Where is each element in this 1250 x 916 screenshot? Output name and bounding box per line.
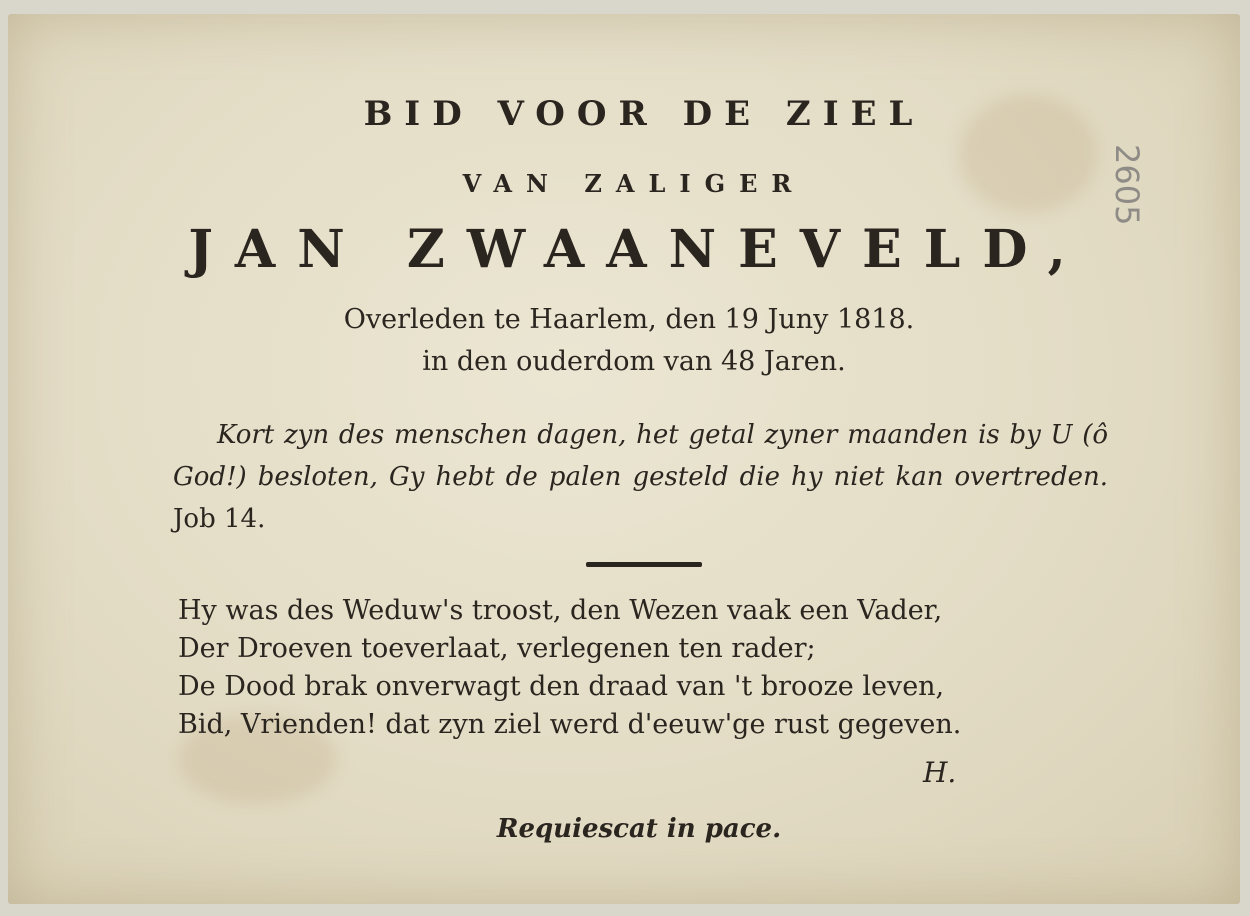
verse-text: Kort zyn des menschen dagen, het getal zyner maanden is by U (ô God!) besloten, Gy hebt de palen gesteld die hy niet kan overtreden. (173, 420, 1108, 492)
prayer-card (8, 14, 1240, 904)
memorial-poem (178, 592, 1118, 744)
poem-line: Hy was des Weduw's troost, den Wezen vaak een Vader, (178, 595, 943, 626)
closing-phrase: Requiescat in pace. (496, 814, 782, 844)
bible-verse (173, 414, 1108, 540)
divider-rule (586, 562, 702, 567)
inventory-number: 2605 (1108, 144, 1146, 226)
poem-author-initial: H. (923, 756, 957, 789)
card-subheading: VAN ZALIGER (462, 169, 806, 198)
poem-line: De Dood brak onverwagt den draad van 't brooze leven, (178, 671, 945, 702)
deceased-name: JAN ZWAANEVELD, (188, 219, 1088, 280)
poem-line: Der Droeven toeverlaat, verlegenen ten rader; (178, 633, 816, 664)
poem-line: Bid, Vrienden! dat zyn ziel werd d'eeuw'ge rust gegeven. (178, 709, 962, 740)
age-line: in den ouderdom van 48 Jaren. (422, 346, 846, 377)
verse-reference: Job 14. (173, 504, 266, 534)
death-line: Overleden te Haarlem, den 19 Juny 1818. (343, 304, 915, 335)
card-heading: BID VOOR DE ZIEL (363, 94, 925, 134)
